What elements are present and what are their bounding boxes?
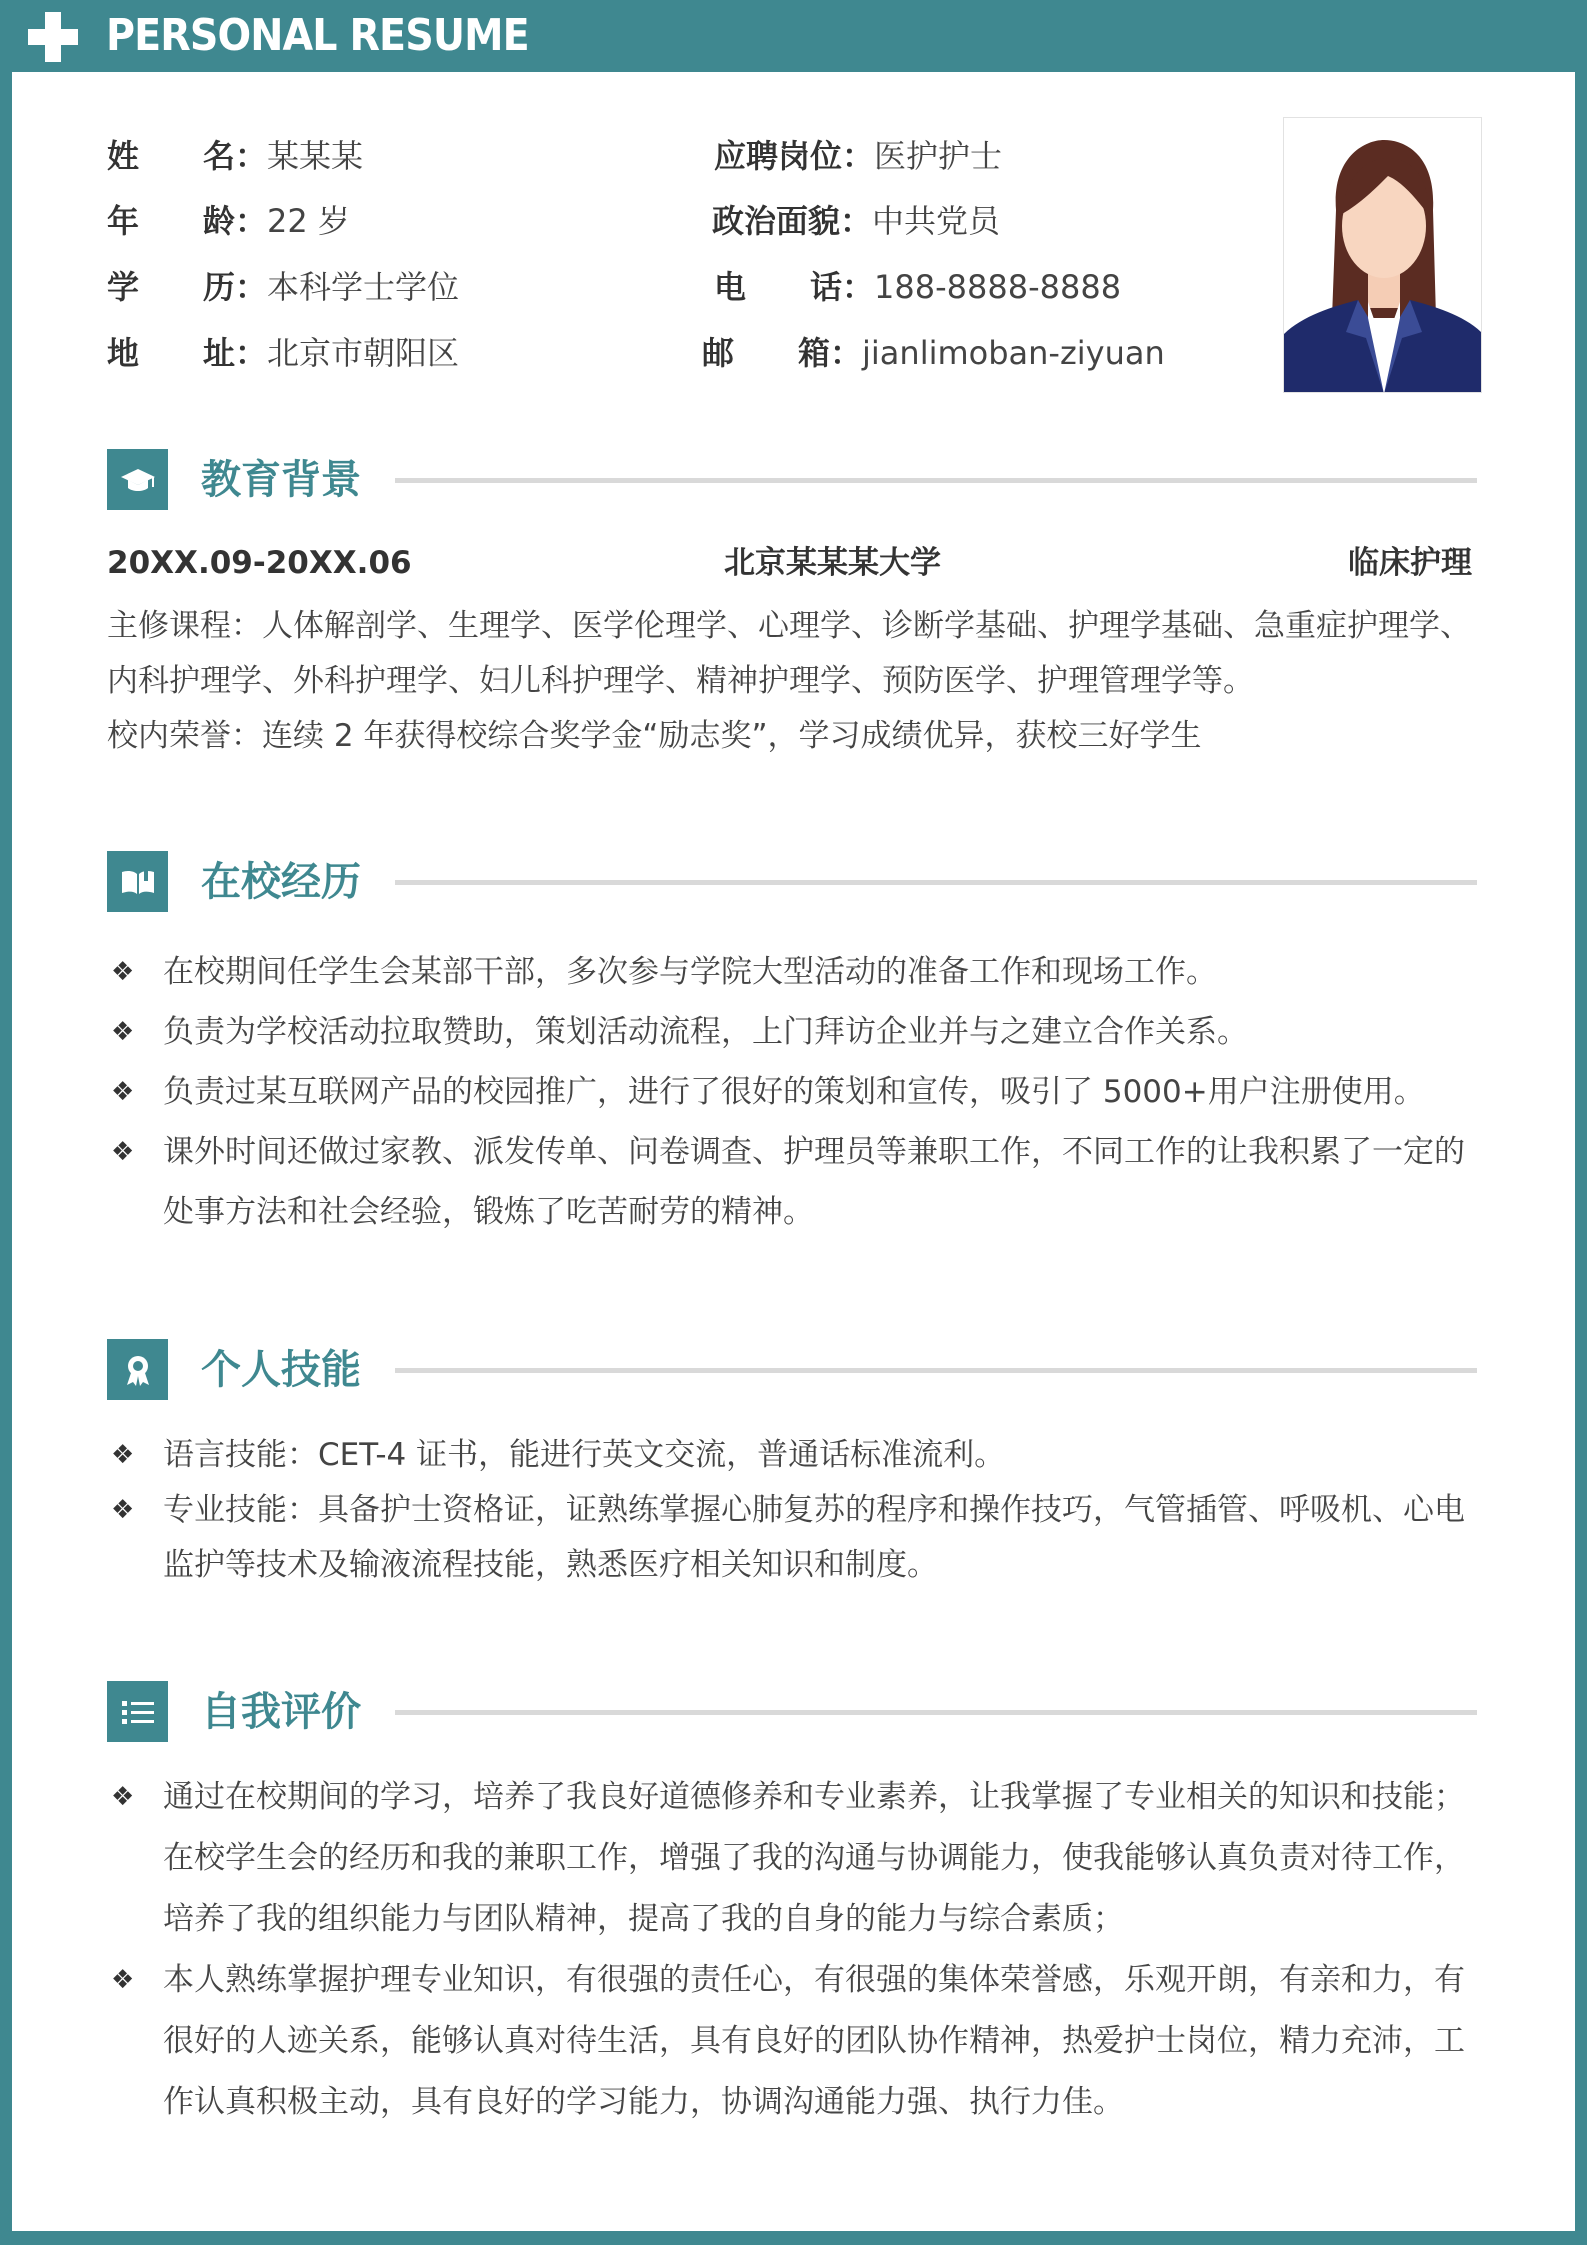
name-label: 姓 名： [107, 137, 268, 175]
list-item: ❖ 专业技能：具备护士资格证，证熟练掌握心肺复苏的程序和操作技巧，气管插管、呼吸机、心电监护等技术及输液流程技能，熟悉医疗相关知识和制度。 [107, 1483, 1492, 1593]
section-divider [395, 880, 1477, 885]
education-label: 学 历： [107, 268, 268, 306]
list-item: ❖ 负责为学校活动拉取赞助，策划活动流程，上门拜访企业并与之建立合作关系。 [107, 1002, 1492, 1062]
education-major: 临床护理 [1348, 545, 1472, 581]
info-address [107, 331, 459, 375]
email-label: 邮 箱： [702, 334, 863, 372]
politics-value: 中共党员 [872, 202, 1001, 240]
diamond-bullet-icon: ❖ [111, 1077, 135, 1107]
info-job [714, 134, 1002, 178]
info-email [702, 331, 1165, 375]
list-item: ❖ 通过在校期间的学习，培养了我良好道德修养和专业素养，让我掌握了专业相关的知识和技能；在校学生会的经历和我的兼职工作，增强了我的沟通与协调能力，使我能够认真负责对待工作，培养了我的组织能力与团队精神，提高了我的自身的能力与综合素质； [107, 1767, 1492, 1950]
info-phone [714, 265, 1121, 309]
info-age [107, 199, 350, 243]
section-divider [395, 1710, 1477, 1715]
info-politics [712, 199, 1000, 243]
diamond-bullet-icon: ❖ [111, 1017, 135, 1047]
diamond-bullet-icon: ❖ [111, 1440, 135, 1470]
section-skills-heading [107, 1339, 1477, 1401]
section-title: 教育背景 [201, 457, 361, 503]
list-item: ❖ 本人熟练掌握护理专业知识，有很强的责任心，有很强的集体荣誉感，乐观开朗，有亲和力，有很好的人迹关系，能够认真对待生活，具有良好的团队协作精神，热爱护士岗位，精力充沛，工作认真积极主动，具有良好的学习能力，协调沟通能力强、执行力佳。 [107, 1950, 1492, 2133]
graduation-cap-icon [107, 449, 168, 510]
email-value: jianlimoban-ziyuan [862, 334, 1165, 372]
section-title: 在校经历 [201, 859, 361, 905]
diamond-bullet-icon: ❖ [111, 957, 135, 987]
name-value: 某某某 [267, 137, 364, 175]
award-badge-icon [107, 1339, 168, 1400]
education-honors: 校内荣誉：连续 2 年获得校综合奖学金“励志奖”，学习成绩优异，获校三好学生 [107, 718, 1202, 754]
education-school: 北京某某某大学 [724, 545, 941, 581]
address-label: 地 址： [107, 334, 268, 372]
section-education-heading [107, 449, 1477, 511]
medical-cross-icon [28, 12, 78, 62]
section-self-heading [107, 1681, 1477, 1743]
education-value: 本科学士学位 [267, 268, 460, 306]
section-title: 自我评价 [201, 1689, 361, 1735]
job-value: 医护护士 [874, 137, 1003, 175]
list-item: ❖ 语言技能：CET-4 证书，能进行英文交流，普通话标准流利。 [107, 1428, 1492, 1483]
resume-title: PERSONAL RESUME [106, 10, 529, 61]
info-education [107, 265, 459, 309]
age-label: 年 龄： [107, 202, 268, 240]
list-item: ❖ 课外时间还做过家教、派发传单、问卷调查、护理员等兼职工作，不同工作的让我积累了一定的处事方法和社会经验，锻炼了吃苦耐劳的精神。 [107, 1122, 1492, 1242]
address-value: 北京市朝阳区 [267, 334, 460, 372]
skills-list [107, 1428, 1492, 1593]
education-period: 20XX.09-20XX.06 [107, 545, 412, 581]
list-icon [107, 1681, 168, 1742]
nurse-avatar-icon [1284, 118, 1482, 393]
header-bar [0, 0, 1587, 72]
job-label: 应聘岗位： [714, 137, 875, 175]
phone-value: 188-8888-8888 [874, 268, 1122, 306]
self-evaluation-list [107, 1767, 1492, 2133]
diamond-bullet-icon: ❖ [111, 1495, 135, 1525]
diamond-bullet-icon: ❖ [111, 1782, 135, 1812]
section-campus-heading [107, 851, 1477, 913]
age-value: 22 岁 [267, 202, 350, 240]
section-title: 个人技能 [201, 1347, 361, 1393]
diamond-bullet-icon: ❖ [111, 1965, 135, 1995]
section-divider [395, 1368, 1477, 1373]
info-name [107, 134, 363, 178]
list-item: ❖ 在校期间任学生会某部干部，多次参与学院大型活动的准备工作和现场工作。 [107, 942, 1492, 1002]
education-courses: 主修课程：人体解剖学、生理学、医学伦理学、心理学、诊断学基础、护理学基础、急重症护理学、内科护理学、外科护理学、妇儿科护理学、精神护理学、预防医学、护理管理学等。 [107, 608, 1471, 699]
campus-list [107, 942, 1492, 1242]
diamond-bullet-icon: ❖ [111, 1137, 135, 1167]
section-divider [395, 478, 1477, 483]
open-book-icon [107, 851, 168, 912]
phone-label: 电 话： [714, 268, 875, 306]
list-item: ❖ 负责过某互联网产品的校园推广，进行了很好的策划和宣传，吸引了 5000+用户注册使用。 [107, 1062, 1492, 1122]
profile-photo [1283, 117, 1482, 393]
politics-label: 政治面貌： [712, 202, 873, 240]
